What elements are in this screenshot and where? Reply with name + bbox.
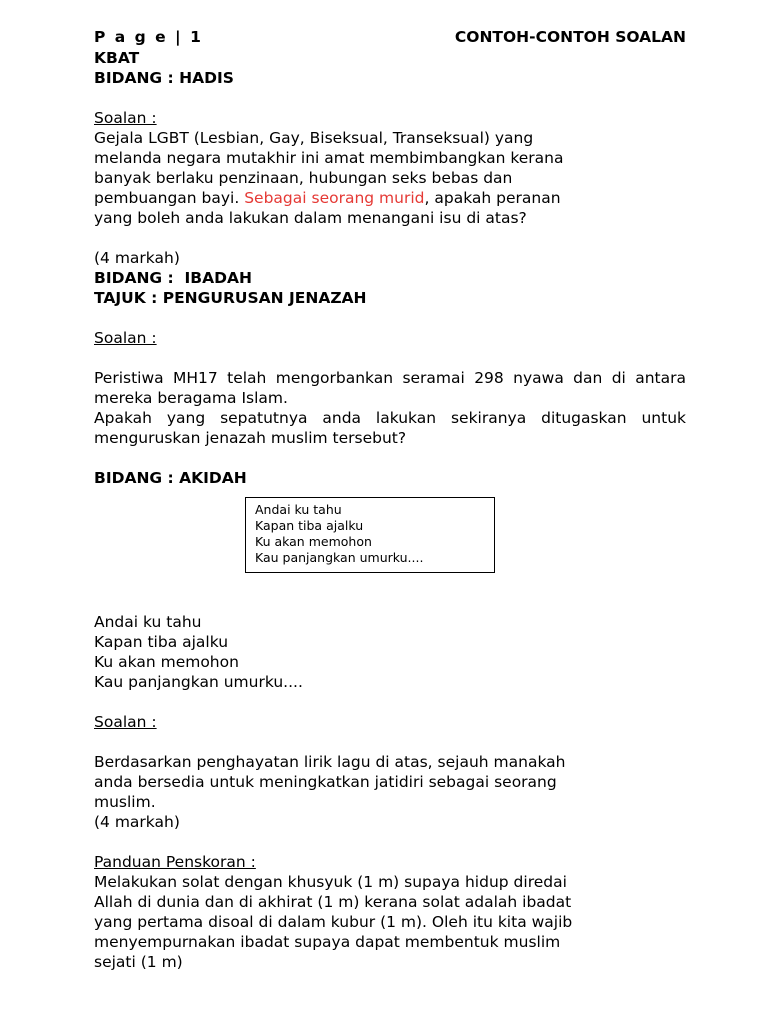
marks-label: (4 markah) xyxy=(94,249,180,267)
lyric-line: Andai ku tahu xyxy=(255,502,342,517)
highlighted-text: Sebagai seorang murid xyxy=(244,189,425,207)
scoring-guide-label: Panduan Penskoran : xyxy=(94,853,256,871)
section-heading-hadis: BIDANG : HADIS xyxy=(94,69,234,87)
lyric-line: Ku akan memohon xyxy=(94,653,239,671)
question-line: yang boleh anda lakukan dalam menangani isu di atas? xyxy=(94,209,527,227)
lyric-line: Kau panjangkan umurku.... xyxy=(255,550,424,565)
lyric-line: Andai ku tahu xyxy=(94,613,202,631)
question-line xyxy=(94,188,686,208)
lyric-line: Ku akan memohon xyxy=(255,534,372,549)
document-page xyxy=(94,26,686,972)
scoring-line: Melakukan solat dengan khusyuk (1 m) supaya hidup diredai xyxy=(94,873,567,891)
question-line: Berdasarkan penghayatan lirik lagu di atas, sejauh manakah xyxy=(94,753,566,771)
section-heading-ibadah: BIDANG : IBADAH xyxy=(94,269,252,287)
question-paragraph: Apakah yang sepatutnya anda lakukan sekiranya ditugaskan untuk menguruskan jenazah muslim tersebut? xyxy=(94,409,686,447)
question-line: anda bersedia untuk meningkatkan jatidiri sebagai seorang xyxy=(94,773,557,791)
scoring-line: Allah di dunia dan di akhirat (1 m) kerana solat adalah ibadat xyxy=(94,893,572,911)
soalan-label: Soalan : xyxy=(94,713,157,731)
marks-label: (4 markah) xyxy=(94,813,180,831)
lyrics-box xyxy=(245,497,495,573)
soalan-label: Soalan : xyxy=(94,329,157,347)
question-text: pembuangan bayi. xyxy=(94,189,245,207)
topic-heading: TAJUK : PENGURUSAN JENAZAH xyxy=(94,289,367,307)
section-heading-akidah: BIDANG : AKIDAH xyxy=(94,469,247,487)
question-paragraph: Peristiwa MH17 telah mengorbankan seramai 298 nyawa dan di antara mereka beragama Islam. xyxy=(94,369,686,407)
question-text: , apakah peranan xyxy=(424,189,561,207)
question-line: Gejala LGBT (Lesbian, Gay, Biseksual, Transeksual) yang xyxy=(94,129,534,147)
question-line: banyak berlaku penzinaan, hubungan seks bebas dan xyxy=(94,169,513,187)
question-line: muslim. xyxy=(94,793,156,811)
page-header xyxy=(94,26,686,48)
scoring-line: yang pertama disoal di dalam kubur (1 m). Oleh itu kita wajib xyxy=(94,913,573,931)
soalan-label: Soalan : xyxy=(94,109,157,127)
document-subtitle: KBAT xyxy=(94,49,140,67)
lyric-line: Kapan tiba ajalku xyxy=(255,518,364,533)
scoring-line: sejati (1 m) xyxy=(94,953,183,971)
scoring-line: menyempurnakan ibadat supaya dapat membentuk muslim xyxy=(94,933,561,951)
document-title: CONTOH-CONTOH SOALAN xyxy=(454,28,686,46)
page-number: P a g e | 1 xyxy=(94,28,203,46)
lyric-line: Kau panjangkan umurku.... xyxy=(94,673,303,691)
lyric-line: Kapan tiba ajalku xyxy=(94,633,229,651)
question-line: melanda negara mutakhir ini amat membimbangkan kerana xyxy=(94,149,564,167)
